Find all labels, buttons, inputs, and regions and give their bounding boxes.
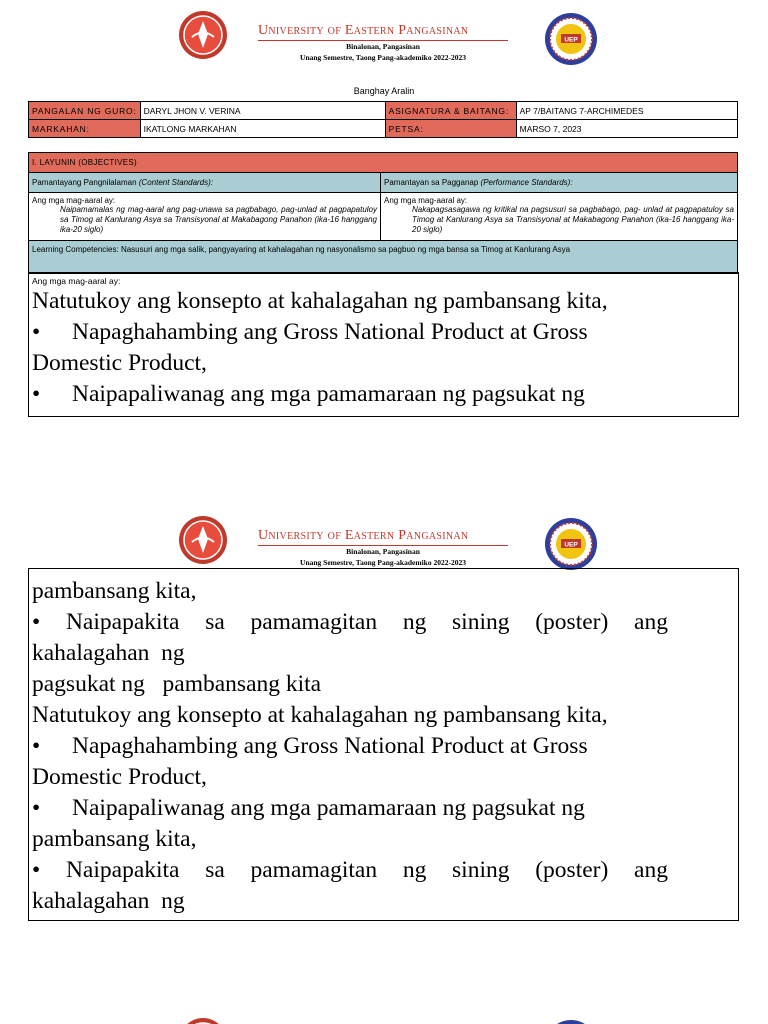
date-value: MARSO 7, 2023 bbox=[516, 120, 737, 138]
objectives-heading: I. LAYUNIN (OBJECTIVES) bbox=[29, 153, 737, 173]
objectives-continued-box bbox=[28, 568, 739, 921]
quarter-value: IKATLONG MARKAHAN bbox=[140, 120, 385, 138]
teacher-label: PANGALAN NG GURO: bbox=[29, 102, 141, 120]
university-name: University of Eastern Pangasinan bbox=[258, 528, 508, 546]
students-intro: Ang mga mag-aaral ay: bbox=[32, 276, 121, 286]
content-standards-body: Ang mga mag-aaral ay: Naipamamalas ng mag-aaral ang pag-unawa sa pagbabago, pag-unlad at pagpapatuloy sa Timog at Kanlurang Asya sa Transisyonal at Makabagong Panahon (ika-16 hanggang ika-20 siglo) bbox=[29, 193, 381, 240]
page-header bbox=[0, 505, 768, 575]
university-seal-icon bbox=[544, 12, 598, 66]
page-header bbox=[0, 0, 768, 70]
document-title: Banghay Aralin bbox=[353, 86, 415, 96]
objective-line: pambansang kita, bbox=[32, 578, 197, 604]
seal-text: UEP bbox=[564, 36, 578, 44]
seal-text: UEP bbox=[564, 541, 578, 549]
objective-line: • Napaghahambing ang Gross National Product at Gross bbox=[32, 733, 588, 759]
subject-value: AP 7/BAITANG 7-ARCHIMEDES bbox=[516, 102, 737, 120]
date-label: PETSA: bbox=[385, 120, 516, 138]
university-logo-icon bbox=[178, 10, 228, 60]
lesson-info-table bbox=[28, 101, 738, 138]
university-logo-icon bbox=[178, 1017, 228, 1024]
objective-line: • Naipapaliwanag ang mga pamamaraan ng pagsukat ng bbox=[32, 795, 585, 821]
objectives-list-box bbox=[28, 272, 739, 417]
standards-body-row bbox=[29, 193, 737, 241]
objective-line: kahalagahan ng bbox=[32, 640, 185, 666]
content-standards-header: Pamantayang Pangnilalaman (Content Standards): bbox=[29, 173, 381, 192]
objectives-section bbox=[28, 152, 738, 274]
objective-line: Domestic Product, bbox=[32, 350, 207, 376]
university-location: Binalonan, Pangasinan bbox=[346, 42, 420, 51]
objective-line: • Naipapakita sa pamamagitan ng sining (poster) ang bbox=[32, 609, 668, 635]
semester-line: Unang Semestre, Taong Pang-akademiko 2022-2023 bbox=[300, 53, 466, 62]
subject-label: ASIGNATURA & BAITANG: bbox=[385, 102, 516, 120]
university-logo-icon bbox=[178, 515, 228, 565]
objective-line: • Naipapaliwanag ang mga pamamaraan ng pagsukat ng bbox=[32, 381, 585, 407]
page-1 bbox=[0, 0, 768, 430]
page-3 bbox=[0, 1010, 768, 1024]
objective-line: • Napaghahambing ang Gross National Product at Gross bbox=[32, 319, 588, 345]
objective-line: pagsukat ng pambansang kita bbox=[32, 671, 322, 697]
university-location: Binalonan, Pangasinan bbox=[346, 547, 420, 556]
university-name: University of Eastern Pangasinan bbox=[258, 23, 508, 41]
learning-competencies: Learning Competencies: Nasusuri ang mga salik, pangyayaring at kahalagahan ng nasyonalismo sa pagbuo ng mga bansa sa Timog at Kanlurang Asya bbox=[29, 241, 737, 273]
university-seal-icon bbox=[544, 517, 598, 571]
objective-line: Natutukoy ang konsepto at kahalagahan ng pambansang kita, bbox=[32, 288, 608, 314]
university-seal-icon bbox=[544, 1019, 598, 1024]
teacher-value: DARYL JHON V. VERINA bbox=[140, 102, 385, 120]
semester-line: Unang Semestre, Taong Pang-akademiko 2022-2023 bbox=[300, 558, 466, 567]
page-2 bbox=[0, 505, 768, 925]
objective-line: Domestic Product, bbox=[32, 764, 207, 790]
performance-standards-body: Ang mga mag-aaral ay: Nakapagsasagawa ng kritikal na pagsusuri sa pagbabago, pag- unlad at pagpapatuloy sa Timog at Kanlurang Asya sa Transisyonal at Makabagong Panahon (ika-16 hanggang ika-20 siglo) bbox=[384, 196, 734, 234]
quarter-label: MARKAHAN: bbox=[29, 120, 141, 138]
objective-line: • Naipapakita sa pamamagitan ng sining (poster) ang bbox=[32, 857, 668, 883]
objective-line: Natutukoy ang konsepto at kahalagahan ng pambansang kita, bbox=[32, 702, 608, 728]
objective-line: kahalagahan ng bbox=[32, 888, 185, 914]
standards-header-row bbox=[29, 173, 737, 193]
objective-line: pambansang kita, bbox=[32, 826, 197, 852]
performance-standards-header: Pamantayan sa Pagganap (Performance Standards): bbox=[384, 178, 573, 187]
